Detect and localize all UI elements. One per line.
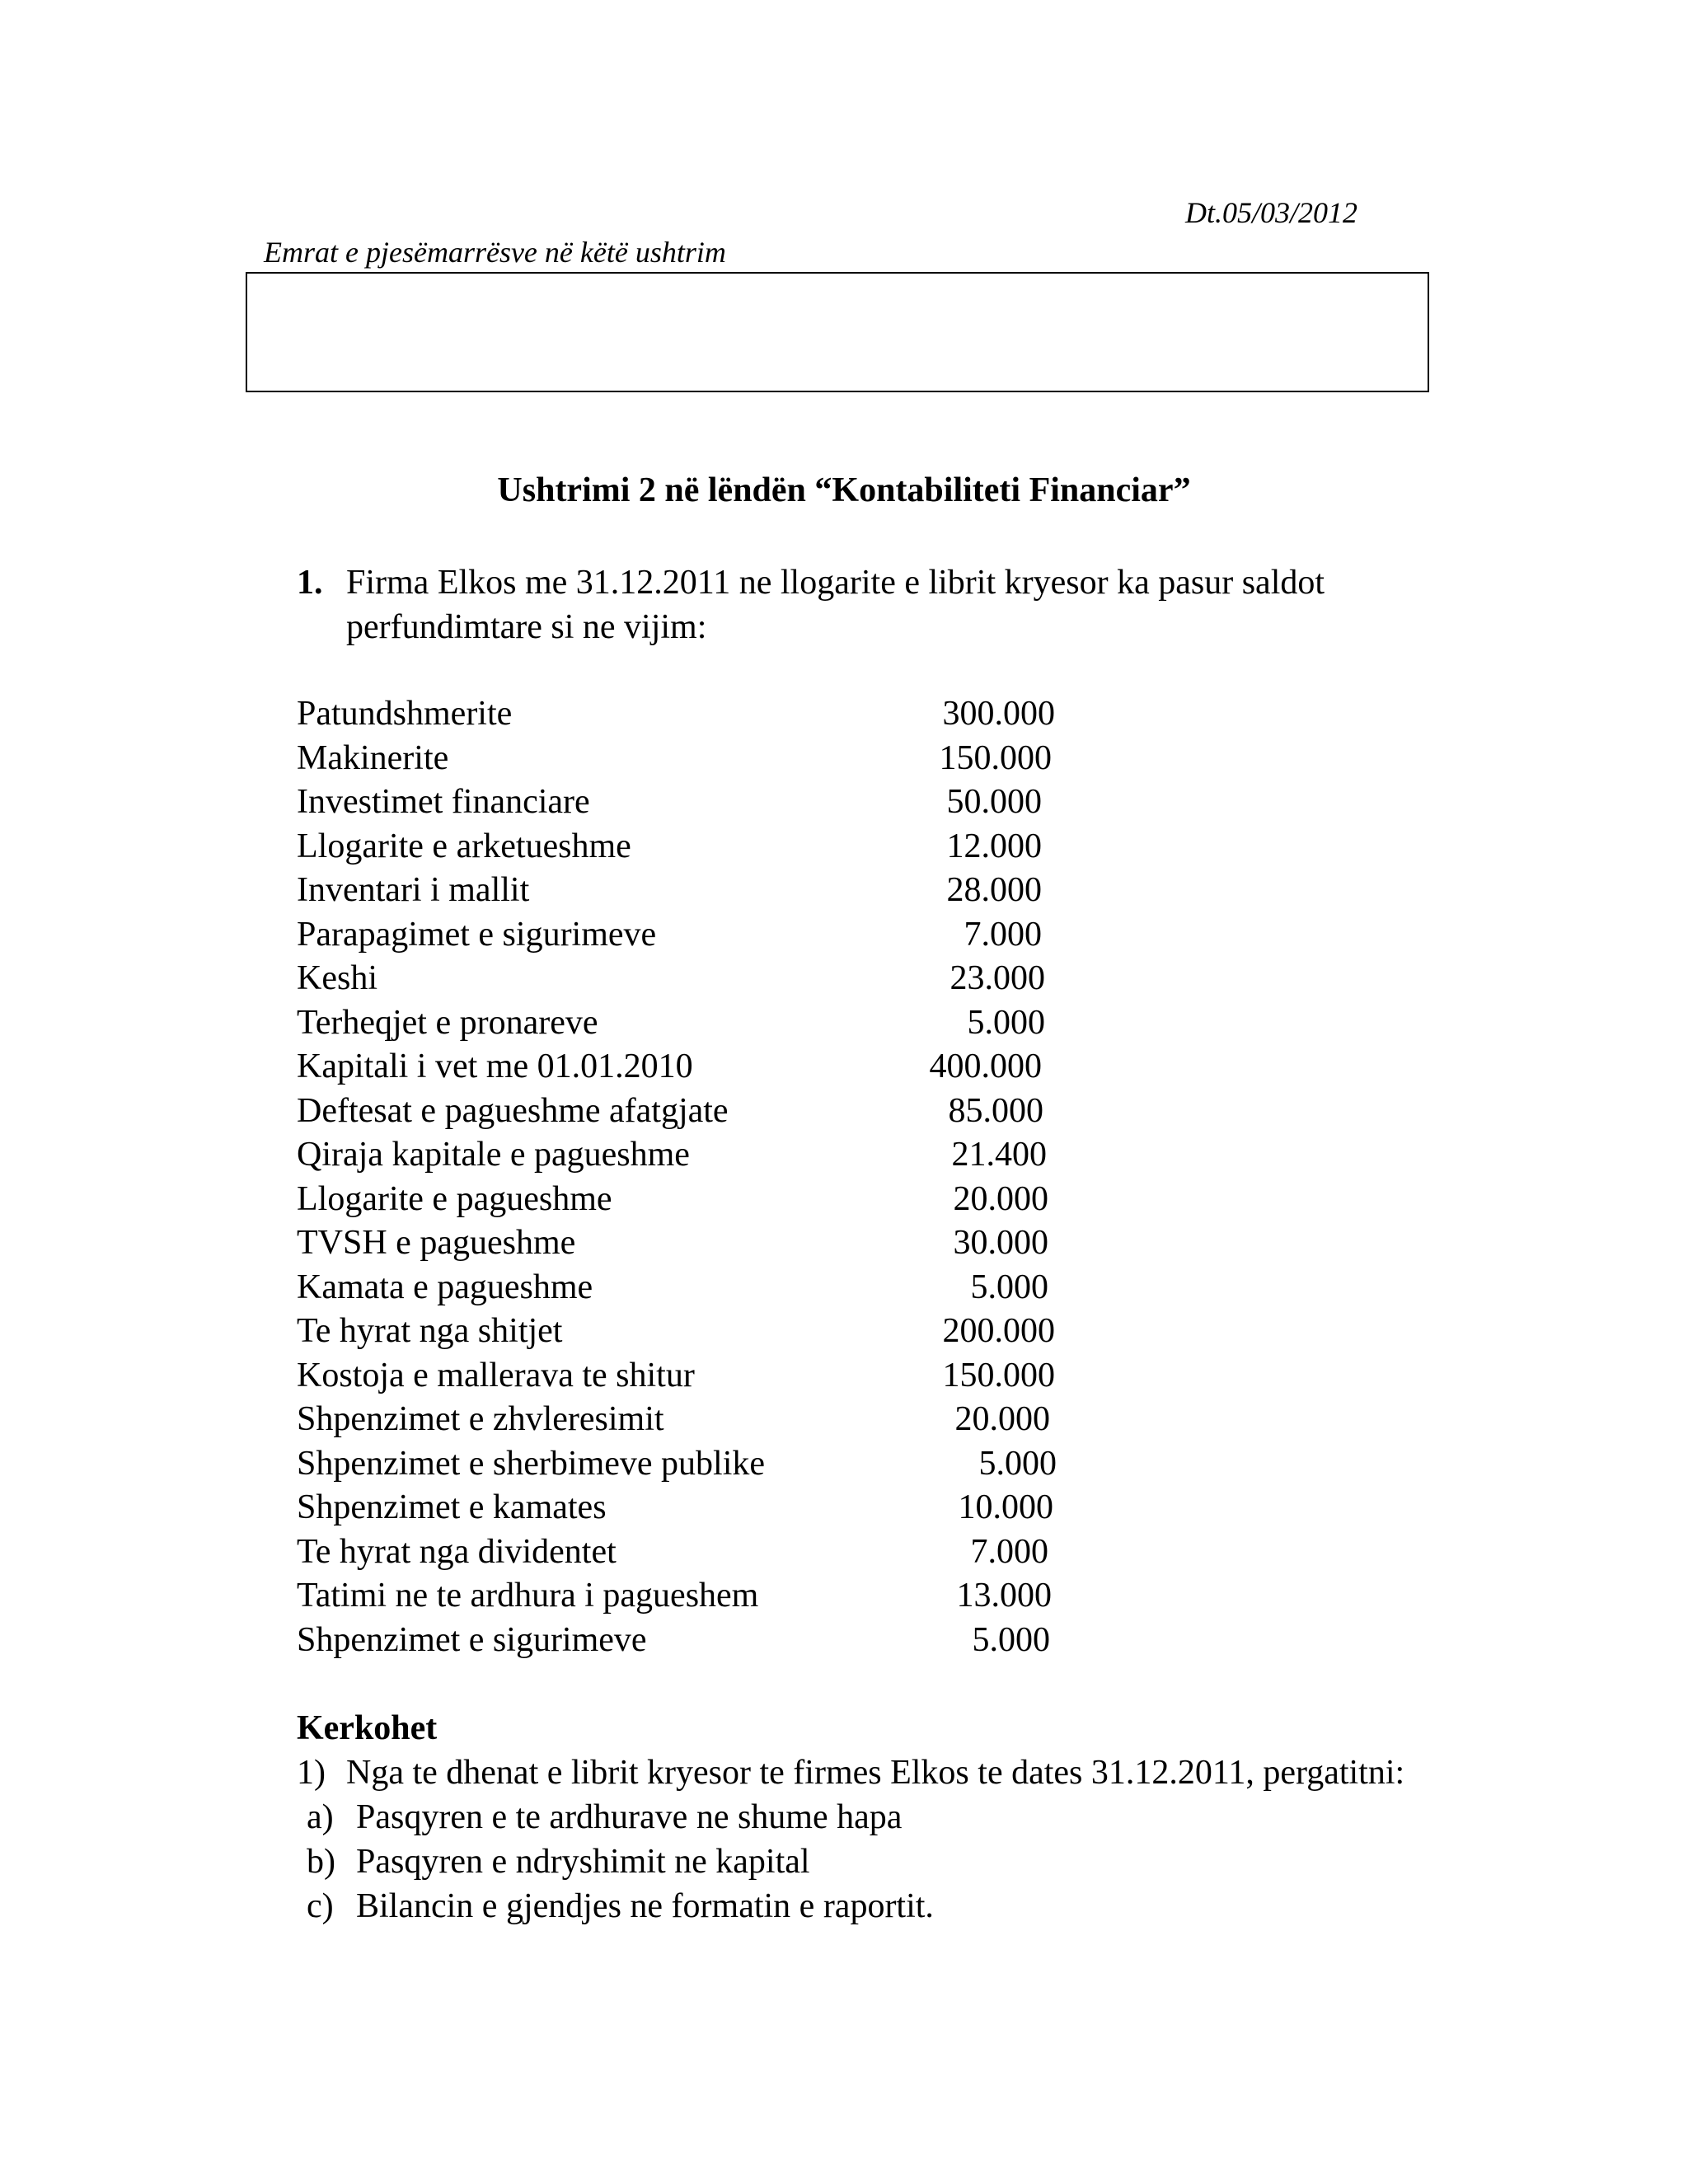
account-row xyxy=(297,913,1042,958)
account-balances-list xyxy=(297,692,1121,1662)
requirement-text: Bilancin e gjendjes ne formatin e raportit. xyxy=(356,1887,934,1925)
account-value: 30.000 xyxy=(953,1224,1048,1262)
document-date: Dt.05/03/2012 xyxy=(1185,196,1358,229)
account-value: 5.000 xyxy=(978,1444,1057,1483)
account-value: 12.000 xyxy=(946,827,1042,865)
requirement-marker: 1) xyxy=(297,1754,326,1792)
account-row xyxy=(297,1486,1053,1530)
account-row xyxy=(297,869,1042,913)
account-row xyxy=(297,1310,1055,1354)
account-name: Inventari i mallit xyxy=(297,871,530,909)
account-name: Deftesat e pagueshme afatgjate xyxy=(297,1091,729,1130)
account-name: Shpenzimet e sherbimeve publike xyxy=(297,1444,766,1483)
account-row xyxy=(297,780,1042,825)
account-row xyxy=(297,1398,1050,1442)
participants-box xyxy=(246,272,1429,392)
requirement-marker: b) xyxy=(307,1843,335,1881)
account-value: 150.000 xyxy=(942,1356,1055,1394)
requirement-text: Pasqyren e ndryshimit ne kapital xyxy=(356,1843,810,1881)
account-name: Makinerite xyxy=(297,738,449,777)
requirement-main xyxy=(297,1750,1451,1795)
requirement-marker: c) xyxy=(307,1887,334,1925)
account-name: Investimet financiare xyxy=(297,783,590,821)
account-row xyxy=(297,1133,1047,1178)
account-value: 7.000 xyxy=(964,915,1042,954)
page-title: Ushtrimi 2 në lëndën “Kontabiliteti Financiar” xyxy=(497,471,1191,509)
account-value: 5.000 xyxy=(967,1003,1045,1042)
account-row xyxy=(297,1354,1055,1399)
account-name: Llogarite e pagueshme xyxy=(297,1179,612,1218)
account-value: 21.400 xyxy=(951,1136,1047,1174)
account-value: 200.000 xyxy=(942,1312,1055,1350)
account-value: 400.000 xyxy=(929,1047,1042,1085)
account-value: 28.000 xyxy=(946,871,1042,909)
requirement-text: Pasqyren e te ardhurave ne shume hapa xyxy=(356,1798,903,1836)
account-name: Te hyrat nga shitjet xyxy=(297,1312,563,1350)
account-value: 23.000 xyxy=(950,959,1045,997)
account-row xyxy=(297,1178,1048,1222)
account-row xyxy=(297,692,1055,737)
account-name: Parapagimet e sigurimeve xyxy=(297,915,657,954)
account-value: 10.000 xyxy=(958,1488,1053,1526)
account-name: Qiraja kapitale e pagueshme xyxy=(297,1136,690,1174)
account-value: 13.000 xyxy=(956,1577,1052,1615)
account-row xyxy=(297,1266,1048,1310)
requirement-item xyxy=(297,1840,1451,1884)
account-value: 5.000 xyxy=(970,1268,1048,1306)
account-row xyxy=(297,1574,1052,1619)
account-name: Terheqjet e pronareve xyxy=(297,1003,598,1042)
account-name: Shpenzimet e zhvleresimit xyxy=(297,1400,664,1438)
requirement-item xyxy=(297,1884,1451,1929)
account-row xyxy=(297,957,1045,1001)
account-row xyxy=(297,1530,1048,1575)
account-name: Patundshmerite xyxy=(297,695,513,733)
account-row xyxy=(297,1001,1045,1046)
requirements-heading: Kerkohet xyxy=(297,1709,438,1747)
requirement-marker: a) xyxy=(307,1798,334,1836)
account-value: 7.000 xyxy=(970,1532,1048,1571)
account-value: 85.000 xyxy=(948,1091,1043,1130)
account-row xyxy=(297,1619,1050,1663)
requirements-list xyxy=(297,1750,1451,1929)
account-value: 20.000 xyxy=(954,1400,1050,1438)
question-text: Firma Elkos me 31.12.2011 ne llogarite e librit kryesor ka pasur saldot perfundimtare si ne vijim: xyxy=(346,564,1325,646)
account-name: Kapitali i vet me 01.01.2010 xyxy=(297,1047,693,1085)
account-row xyxy=(297,737,1052,781)
account-value: 300.000 xyxy=(942,695,1055,733)
account-name: Shpenzimet e sigurimeve xyxy=(297,1620,647,1659)
account-name: Llogarite e arketueshme xyxy=(297,827,631,865)
requirement-item xyxy=(297,1795,1451,1840)
account-row xyxy=(297,1090,1043,1134)
account-row xyxy=(297,1442,1057,1487)
account-name: TVSH e pagueshme xyxy=(297,1224,576,1262)
account-name: Shpenzimet e kamates xyxy=(297,1488,607,1526)
account-name: Keshi xyxy=(297,959,377,997)
account-name: Tatimi ne te ardhura i pagueshem xyxy=(297,1577,759,1615)
account-value: 50.000 xyxy=(946,783,1042,821)
account-name: Kamata e pagueshme xyxy=(297,1268,593,1306)
participants-label: Emrat e pjesëmarrësve në këtë ushtrim xyxy=(264,236,726,269)
account-name: Kostoja e mallerava te shitur xyxy=(297,1356,695,1394)
account-value: 150.000 xyxy=(939,738,1052,777)
account-value: 5.000 xyxy=(972,1620,1050,1659)
question-number: 1. xyxy=(297,564,323,602)
account-row xyxy=(297,1045,1042,1090)
account-value: 20.000 xyxy=(953,1179,1048,1218)
account-name: Te hyrat nga dividentet xyxy=(297,1532,617,1571)
account-row xyxy=(297,1221,1048,1266)
account-row xyxy=(297,825,1042,869)
requirement-text: Nga te dhenat e librit kryesor te firmes Elkos te dates 31.12.2011, pergatitni: xyxy=(346,1754,1405,1792)
